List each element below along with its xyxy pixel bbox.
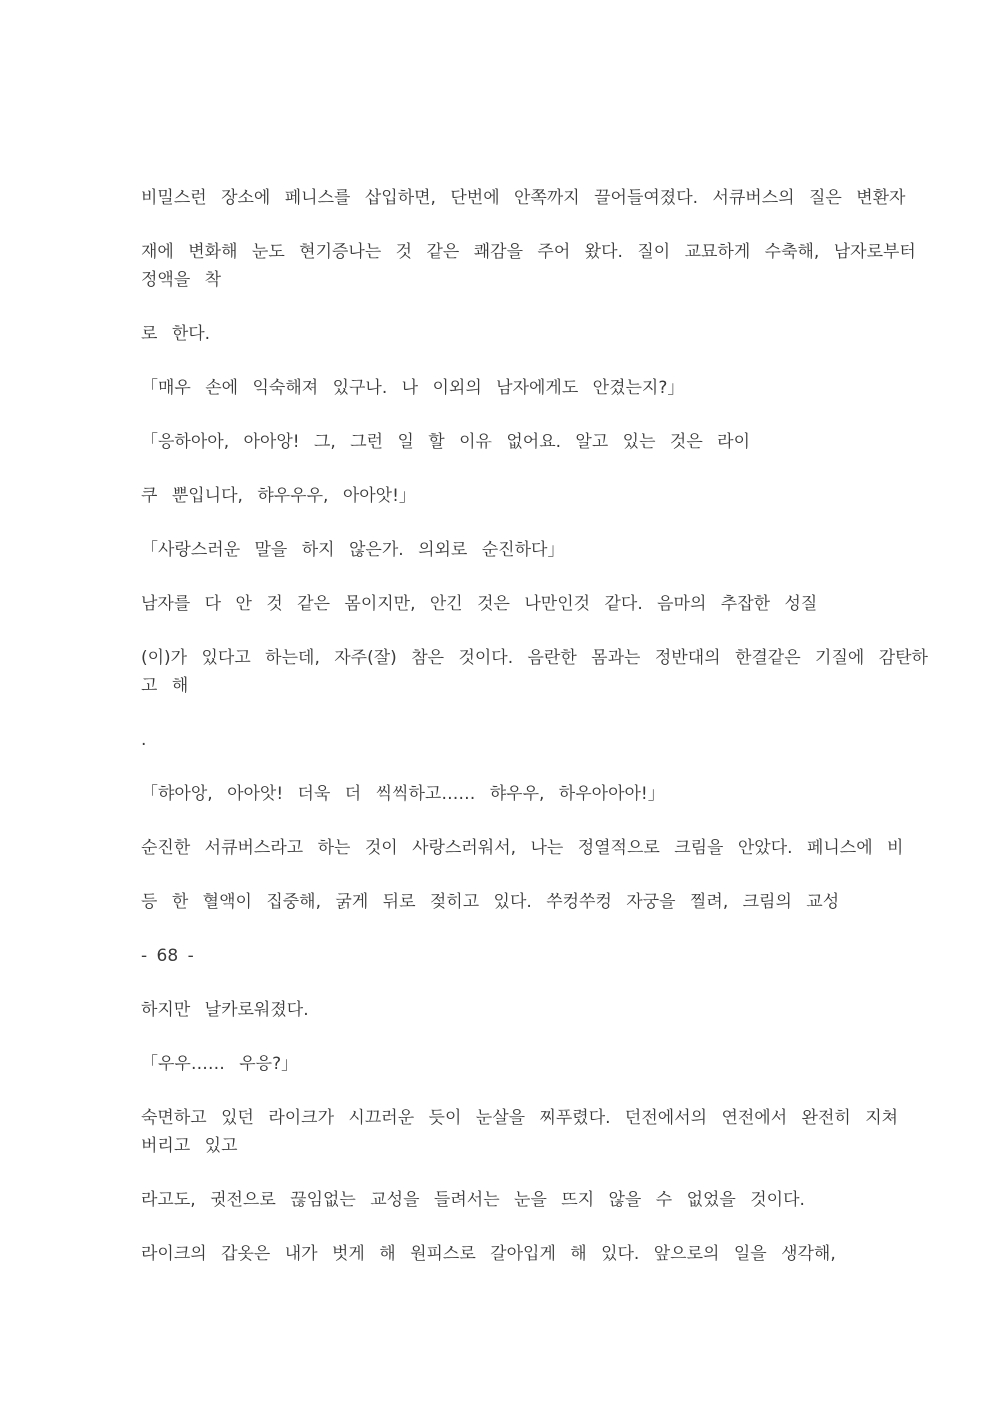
paragraph bbox=[141, 590, 882, 618]
text-line: 비밀스런 장소에 페니스를 삽입하면, 단번에 안쪽까지 끌어들여졌다. 서큐버스의 질은 변환자 bbox=[141, 188, 906, 208]
paragraph bbox=[141, 834, 904, 862]
paragraph bbox=[141, 1104, 899, 1160]
text-line: 남자를 다 안 것 같은 몸이지만, 안긴 것은 나만인것 같다. 음마의 추잡한 성질 bbox=[141, 594, 818, 614]
paragraph bbox=[141, 780, 882, 808]
page-number bbox=[141, 942, 882, 970]
paragraph bbox=[141, 996, 882, 1024]
text-line: 하지만 날카로워졌다. bbox=[141, 1000, 309, 1020]
paragraph bbox=[141, 536, 882, 564]
text-line: 「햐아앙, 아아앗! 더욱 더 씩씩하고…… 햐우우, 하우아아아!」 bbox=[141, 784, 665, 804]
text-line: 고 해 bbox=[141, 676, 189, 696]
document-body bbox=[141, 184, 928, 1294]
paragraph bbox=[141, 1050, 882, 1078]
paragraph bbox=[141, 1240, 882, 1268]
paragraph bbox=[141, 374, 882, 402]
text-line: 등 한 혈액이 집중해, 굵게 뒤로 젖히고 있다. 쑤컹쑤컹 자궁을 찔려, 크림의 교성 bbox=[141, 892, 840, 912]
text-line: 버리고 있고 bbox=[141, 1136, 238, 1156]
text-line: (이)가 있다고 하는데, 자주(잘) 참은 것이다. 음란한 몸과는 정반대의 한결같은 기질에 감탄하 bbox=[141, 648, 928, 668]
paragraph bbox=[141, 482, 882, 510]
paragraph bbox=[141, 644, 928, 700]
paragraph bbox=[141, 888, 882, 916]
paragraph bbox=[141, 184, 906, 212]
text-line: 라이크의 갑옷은 내가 벗게 해 원피스로 갈아입게 해 있다. 앞으로의 일을 생각해, bbox=[141, 1244, 836, 1264]
text-line: 숙면하고 있던 라이크가 시끄러운 듯이 눈살을 찌푸렸다. 던전에서의 연전에서 완전히 지쳐 bbox=[141, 1108, 899, 1128]
text-line: 순진한 서큐버스라고 하는 것이 사랑스러워서, 나는 정열적으로 크림을 안았다. 페니스에 비 bbox=[141, 838, 904, 858]
text-line: 쿠 뿐입니다, 햐우우우, 아아앗!」 bbox=[141, 486, 416, 506]
text-line: 로 한다. bbox=[141, 324, 211, 344]
paragraph bbox=[141, 320, 882, 348]
text-line: 「응하아아, 아아앙! 그, 그런 일 할 이유 없어요. 알고 있는 것은 라이 bbox=[141, 432, 751, 452]
text-line: . bbox=[141, 730, 147, 750]
text-line: 「우우…… 우응?」 bbox=[141, 1054, 299, 1074]
text-line: 정액을 착 bbox=[141, 270, 222, 290]
text-line: 재에 변화해 눈도 현기증나는 것 같은 쾌감을 주어 왔다. 질이 교묘하게 수축해, 남자로부터 bbox=[141, 242, 916, 262]
text-line: 「매우 손에 익숙해져 있구나. 나 이외의 남자에게도 안겼는지?」 bbox=[141, 378, 685, 398]
text-line: - 68 - bbox=[141, 946, 194, 966]
paragraph bbox=[141, 1186, 882, 1214]
text-line: 라고도, 귓전으로 끊임없는 교성을 들려서는 눈을 뜨지 않을 수 없었을 것이다. bbox=[141, 1190, 805, 1210]
text-line: 「사랑스러운 말을 하지 않은가. 의외로 순진하다」 bbox=[141, 540, 565, 560]
paragraph bbox=[141, 428, 882, 456]
paragraph bbox=[141, 238, 916, 294]
paragraph bbox=[141, 726, 882, 754]
